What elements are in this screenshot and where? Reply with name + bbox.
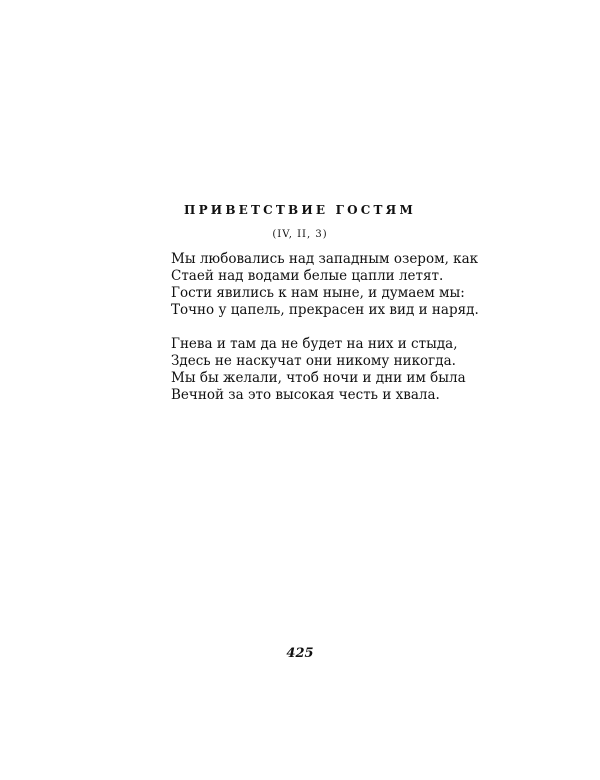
stanza-1 xyxy=(171,251,479,319)
verse-line: Мы любовались над западным озером, как xyxy=(171,251,479,267)
verse-line: Здесь не наскучат они никому никогда. xyxy=(171,353,456,369)
poem-reference: (IV, II, 3) xyxy=(272,229,328,240)
poem-body xyxy=(171,251,479,404)
verse-line: Мы бы желали, чтоб ночи и дни им была xyxy=(171,370,466,386)
stanza-2 xyxy=(171,336,466,404)
verse-line: Вечной за это высокая честь и хвала. xyxy=(171,387,440,403)
verse-line: Точно у цапель, прекрасен их вид и наряд. xyxy=(171,302,479,318)
page-number: 425 xyxy=(286,646,314,661)
verse-line: Стаей над водами белые цапли летят. xyxy=(171,268,444,284)
verse-line: Гнева и там да не будет на них и стыда, xyxy=(171,336,458,352)
verse-line: Гости явились к нам ныне, и думаем мы: xyxy=(171,285,465,301)
poem-title: ПРИВЕТСТВИЕ ГОСТЯМ xyxy=(184,203,416,217)
